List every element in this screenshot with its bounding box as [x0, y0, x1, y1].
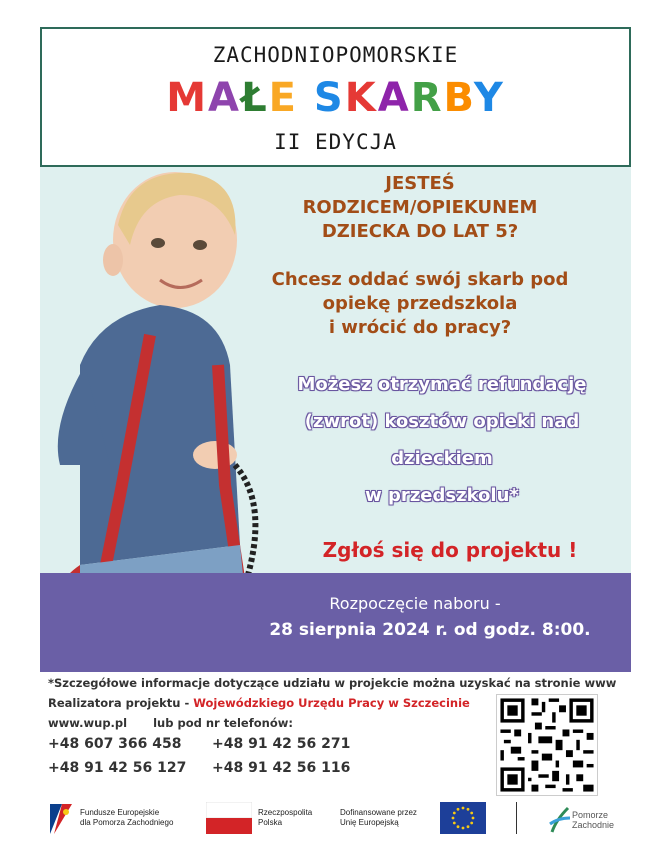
pomorze-zachodnie-logo-icon: [548, 806, 572, 834]
question-return-to-work: [250, 268, 590, 340]
info-organizer-prefix: Realizatora projektu -: [48, 696, 194, 710]
question-return-line: Chcesz oddać swój skarb pod: [271, 269, 569, 290]
title-letter: S: [313, 75, 345, 121]
european-funds-line2: dla Pomorza Zachodniego: [80, 818, 174, 827]
pomorze-zachodnie-line1: Pomorze: [572, 810, 609, 820]
title-letter: A: [377, 75, 411, 121]
poland-logo-text: [258, 808, 312, 828]
phone-number[interactable]: +48 91 42 56 271: [212, 736, 351, 752]
title-letter: A: [208, 75, 241, 121]
phone-number[interactable]: +48 91 42 56 116: [212, 760, 351, 776]
website-link[interactable]: www.wup.pl: [48, 716, 128, 730]
recruitment-start-label: Rozpoczęcie naboru -: [329, 594, 501, 613]
info-phones-label: lub pod nr telefonów:: [153, 716, 293, 730]
header-box: [40, 27, 631, 167]
logos-divider: [516, 802, 517, 834]
poland-flag-icon: [206, 802, 252, 834]
european-funds-logo-text: [80, 808, 173, 828]
poland-logo-line2: Polska: [258, 818, 283, 827]
title-letter: M: [166, 75, 208, 121]
eu-flag-icon: [440, 802, 486, 834]
poland-logo-line1: Rzeczpospolita: [258, 808, 313, 817]
header-region: ZACHODNIOPOMORSKIE: [212, 43, 459, 67]
call-to-action: Zgłoś się do projektu !: [322, 538, 578, 562]
question-parent-line: JESTEŚ: [385, 173, 455, 194]
title-letter: Ł: [240, 75, 269, 121]
pomorze-zachodnie-text: [572, 810, 614, 830]
campaign-title: [42, 75, 629, 121]
organizer-name: Wojewódzkiego Urzędu Pracy w Szczecinie: [193, 696, 470, 710]
logos-row: [0, 800, 663, 840]
phone-number[interactable]: +48 91 42 56 127: [48, 760, 187, 776]
title-letter: Y: [473, 75, 505, 121]
question-return-line: opiekę przedszkola: [322, 293, 518, 314]
title-letter: [298, 75, 314, 121]
eu-funding-line1: Dofinansowane przez: [340, 808, 417, 817]
european-funds-logo-icon: [48, 802, 74, 836]
question-parent-line: DZIECKA DO LAT 5?: [321, 221, 519, 242]
recruitment-date: 28 sierpnia 2024 r. od godz. 8:00.: [269, 620, 591, 640]
eu-funding-line2: Unię Europejską: [340, 818, 399, 827]
phone-number[interactable]: +48 607 366 458: [48, 736, 182, 752]
header-edition: II EDYCJA: [274, 130, 397, 154]
qr-code[interactable]: [496, 694, 598, 796]
info-organizer: [48, 696, 470, 710]
title-letter: R: [410, 75, 444, 121]
question-parent: [250, 172, 590, 244]
pomorze-zachodnie-line2: Zachodnie: [572, 820, 615, 830]
question-return-line: i wrócić do pracy?: [328, 317, 512, 338]
title-letter: K: [344, 75, 378, 121]
title-letter: E: [268, 75, 298, 121]
refund-line: (zwrot) kosztów opieki nad: [304, 411, 580, 432]
european-funds-line1: Fundusze Europejskie: [80, 808, 160, 817]
refund-line: w przedszkolu*: [365, 485, 519, 506]
info-contact: [48, 716, 293, 730]
refund-line: Możesz otrzymać refundację: [297, 374, 587, 395]
refund-line: dzieckiem: [391, 448, 493, 469]
eu-funding-text: [340, 808, 417, 828]
info-line: *Szczegółowe informacje dotyczące udziału w projekcie można uzyskać na stronie www: [48, 676, 617, 690]
title-letter: B: [443, 75, 474, 121]
question-parent-line: RODZICEM/OPIEKUNEM: [302, 197, 538, 218]
refund-text: [262, 366, 622, 514]
